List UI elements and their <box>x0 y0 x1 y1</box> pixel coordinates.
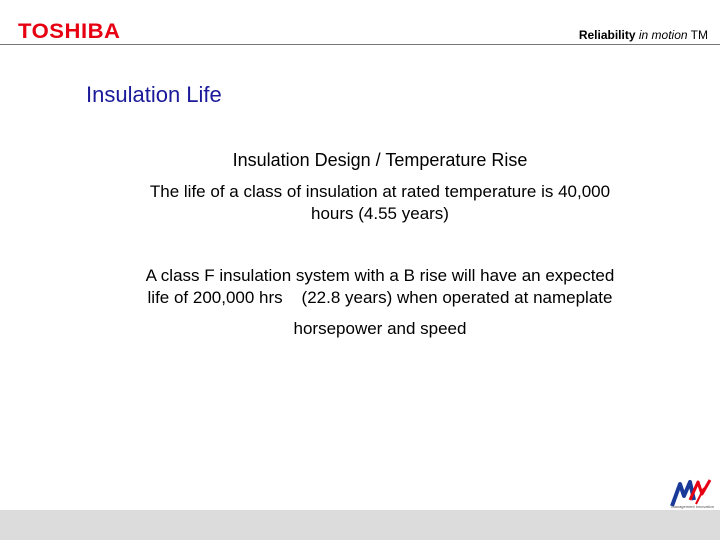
slide-subtitle: Insulation Design / Temperature Rise <box>232 150 528 170</box>
tagline-bold: Reliability <box>578 28 636 42</box>
slide-title: Insulation Life <box>86 82 222 107</box>
paragraph-class-f <box>0 265 720 309</box>
footer-logo-caption: Management innovation <box>671 504 714 509</box>
footer-bar <box>0 510 720 540</box>
paragraph-rated-life-line1: The life of a class of insulation at rated temperature is 40,000 <box>149 182 611 201</box>
toshiba-logo: TOSHIBA <box>18 20 121 43</box>
paragraph-horsepower: horsepower and speed <box>293 319 467 338</box>
paragraph-rated-life <box>0 181 720 225</box>
paragraph-class-f-line1: A class F insulation system with a B rise will have an expected <box>145 266 615 285</box>
paragraph-rated-life-line2: hours (4.55 years) <box>311 204 449 223</box>
tagline <box>579 28 708 42</box>
tagline-italic: in motion <box>638 28 688 42</box>
tagline-tm: TM <box>690 28 708 42</box>
paragraph-class-f-line2: life of 200,000 hrs (22.8 years) when operated at nameplate <box>147 288 613 307</box>
header-divider <box>0 44 720 45</box>
